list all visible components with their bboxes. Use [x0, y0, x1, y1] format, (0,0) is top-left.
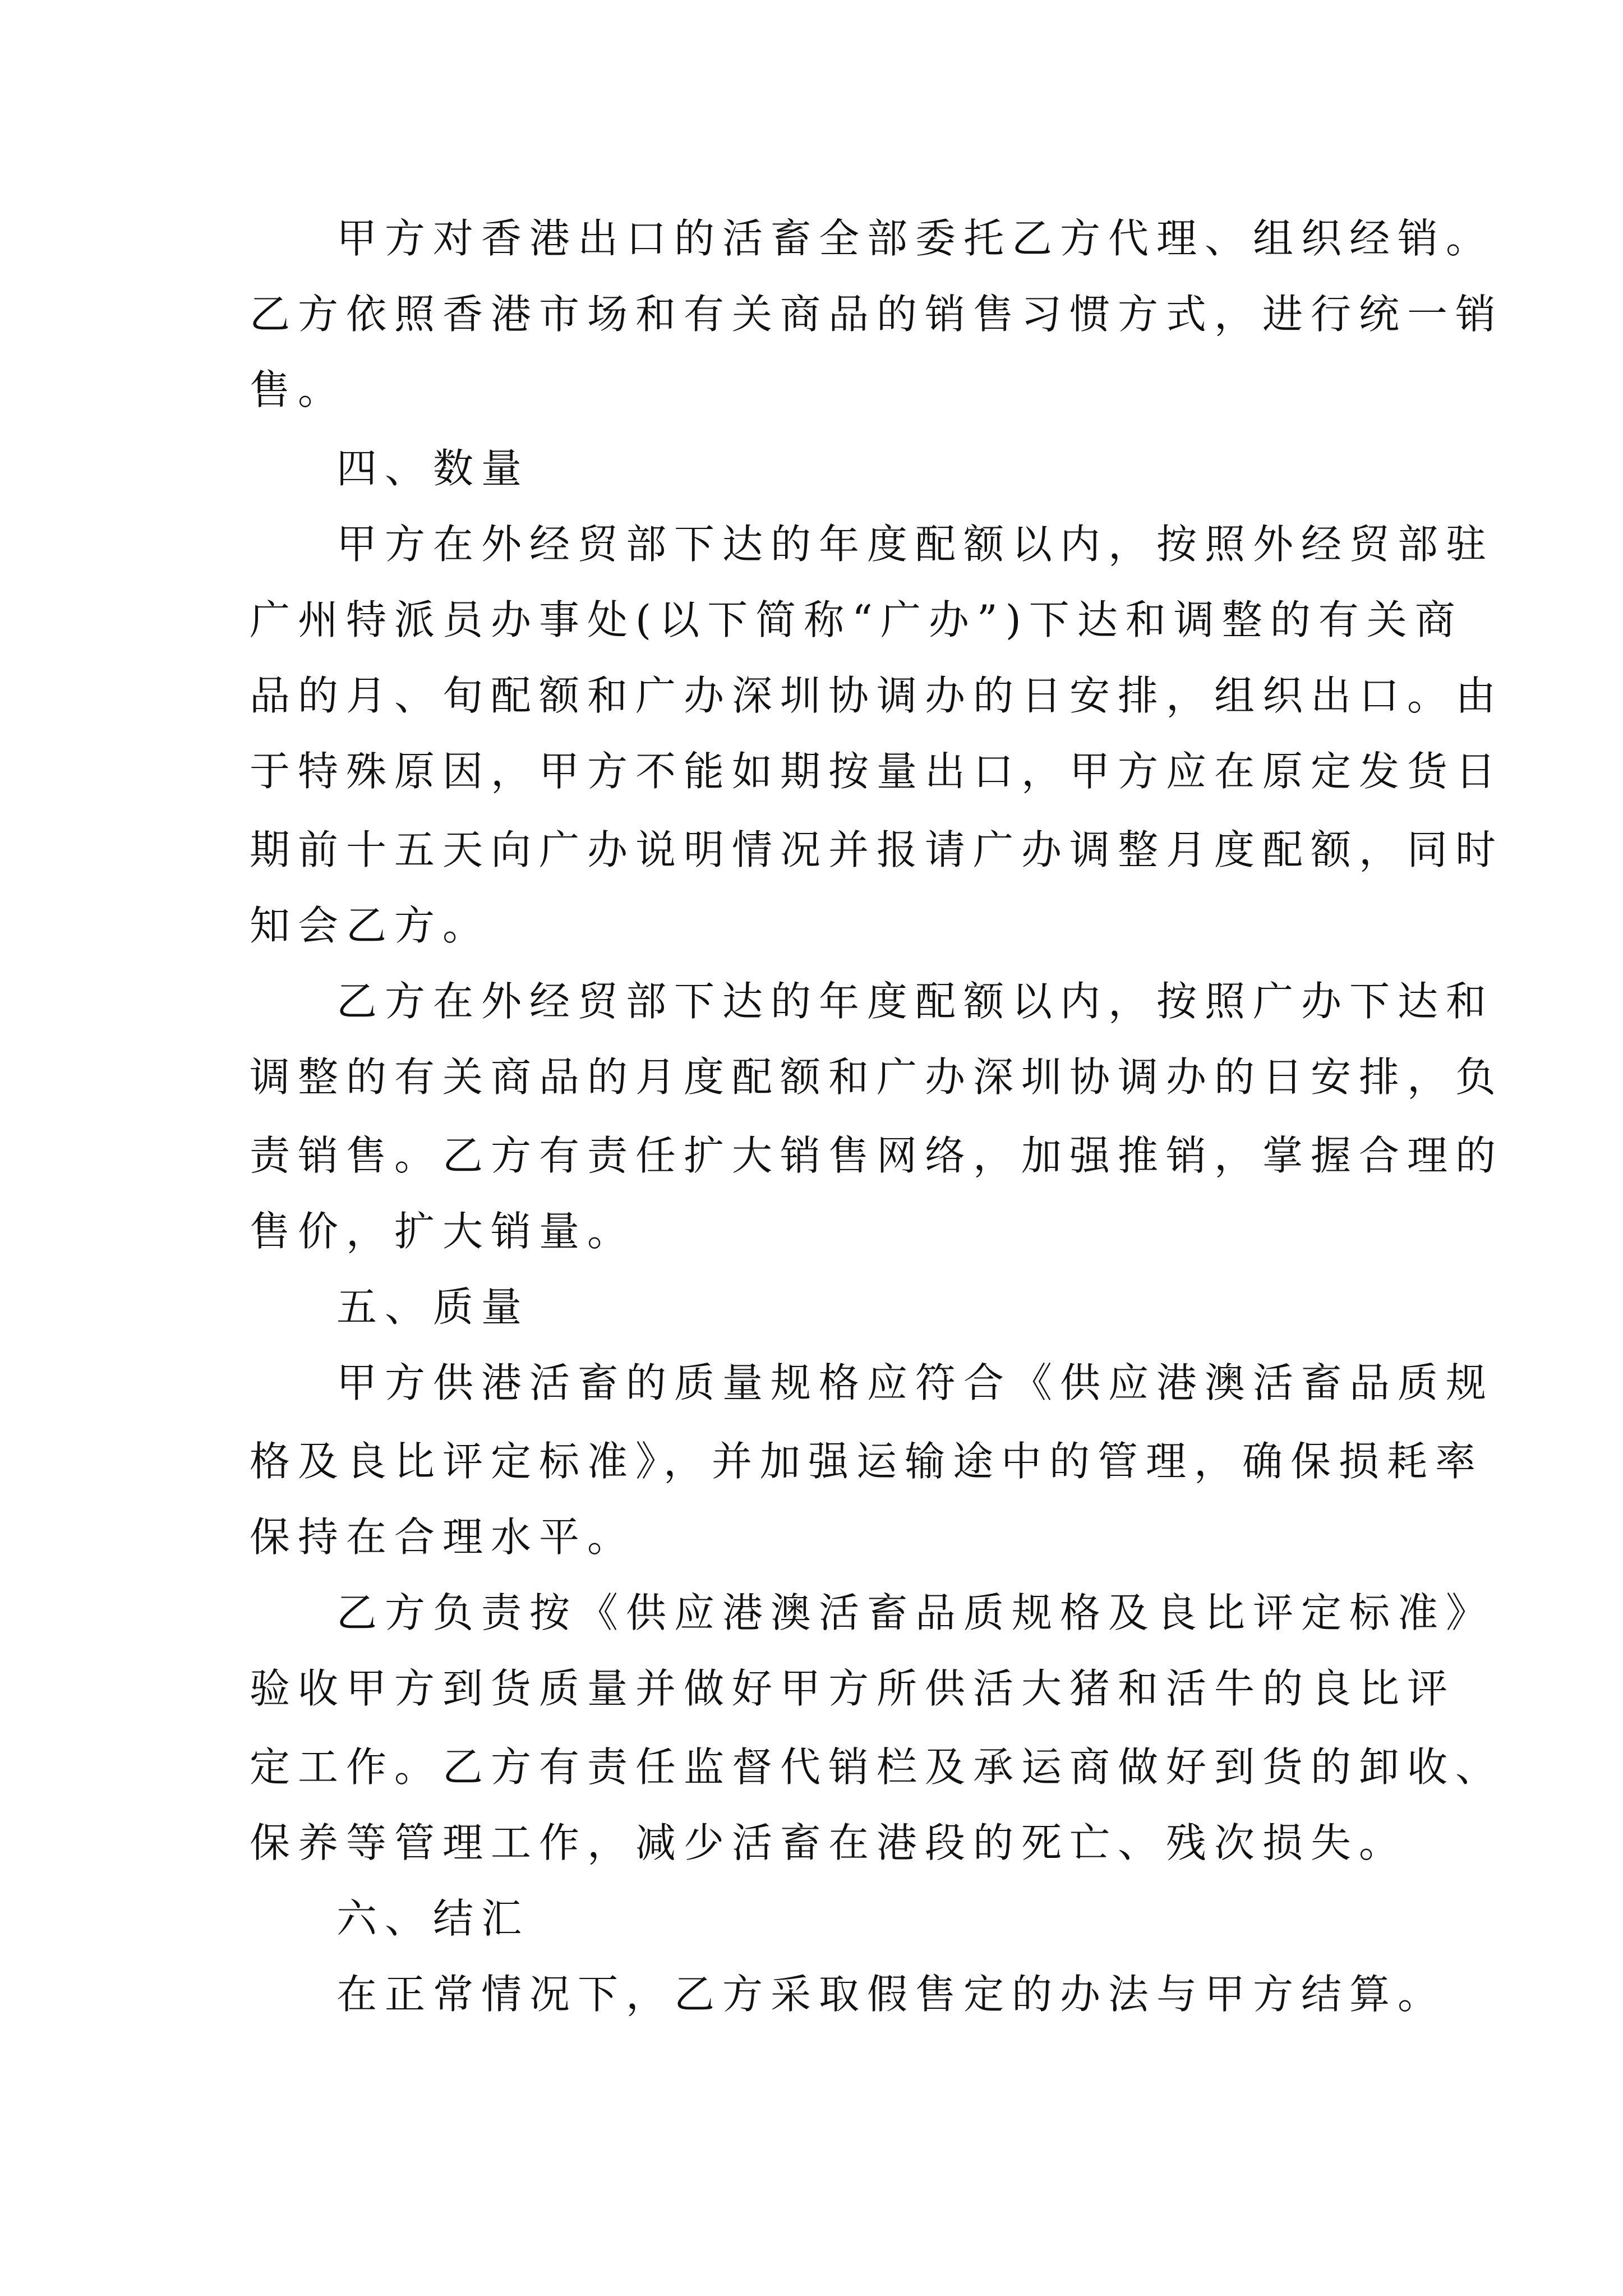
- section-heading: 四、数量: [336, 445, 530, 492]
- paragraph-line: 定工作。乙方有责任监督代销栏及承运商做好到货的卸收、: [250, 1743, 1504, 1791]
- paragraph-line: 甲方供港活畜的质量规格应符合《供应港澳活畜品质规: [336, 1359, 1495, 1406]
- paragraph-line: 保养等管理工作，减少活畜在港段的死亡、残次损失。: [250, 1819, 1408, 1866]
- paragraph-line: 验收甲方到货质量并做好甲方所供活大猪和活牛的良比评: [250, 1665, 1456, 1712]
- paragraph-line: 格及良比评定标准》，并加强运输途中的管理，确保损耗率: [250, 1438, 1484, 1485]
- paragraph-line: 售。: [250, 366, 347, 413]
- paragraph-line: 于特殊原因，甲方不能如期按量出口，甲方应在原定发货日: [250, 748, 1504, 795]
- paragraph-line: 乙方在外经贸部下达的年度配额以内，按照广办下达和: [336, 978, 1495, 1025]
- paragraph-line: 期前十五天向广办说明情况并报请广办调整月度配额，同时: [250, 826, 1504, 873]
- paragraph-line: 甲方在外经贸部下达的年度配额以内，按照外经贸部驻: [336, 521, 1495, 568]
- paragraph-line: 乙方依照香港市场和有关商品的销售习惯方式，进行统一销: [250, 291, 1504, 338]
- section-heading: 五、质量: [336, 1283, 530, 1331]
- paragraph-line: 责销售。乙方有责任扩大销售网络，加强推销，掌握合理的: [250, 1132, 1504, 1179]
- paragraph-line: 保持在合理水平。: [250, 1513, 636, 1561]
- paragraph-line: 乙方负责按《供应港澳活畜品质规格及良比评定标准》: [336, 1589, 1495, 1636]
- paragraph-line: 广州特派员办事处(以下简称“广办”)下达和调整的有关商: [250, 596, 1463, 643]
- paragraph-line: 在正常情况下，乙方采取假售定的办法与甲方结算。: [336, 1971, 1446, 2018]
- paragraph-line: 品的月、旬配额和广办深圳协调办的日安排，组织出口。由: [250, 672, 1504, 719]
- paragraph-line: 知会乙方。: [250, 902, 491, 949]
- section-heading: 六、结汇: [336, 1895, 530, 1942]
- paragraph-line: 甲方对香港出口的活畜全部委托乙方代理、组织经销。: [336, 215, 1495, 262]
- paragraph-line: 调整的有关商品的月度配额和广办深圳协调办的日安排，负: [250, 1053, 1504, 1101]
- paragraph-line: 售价，扩大销量。: [250, 1208, 636, 1255]
